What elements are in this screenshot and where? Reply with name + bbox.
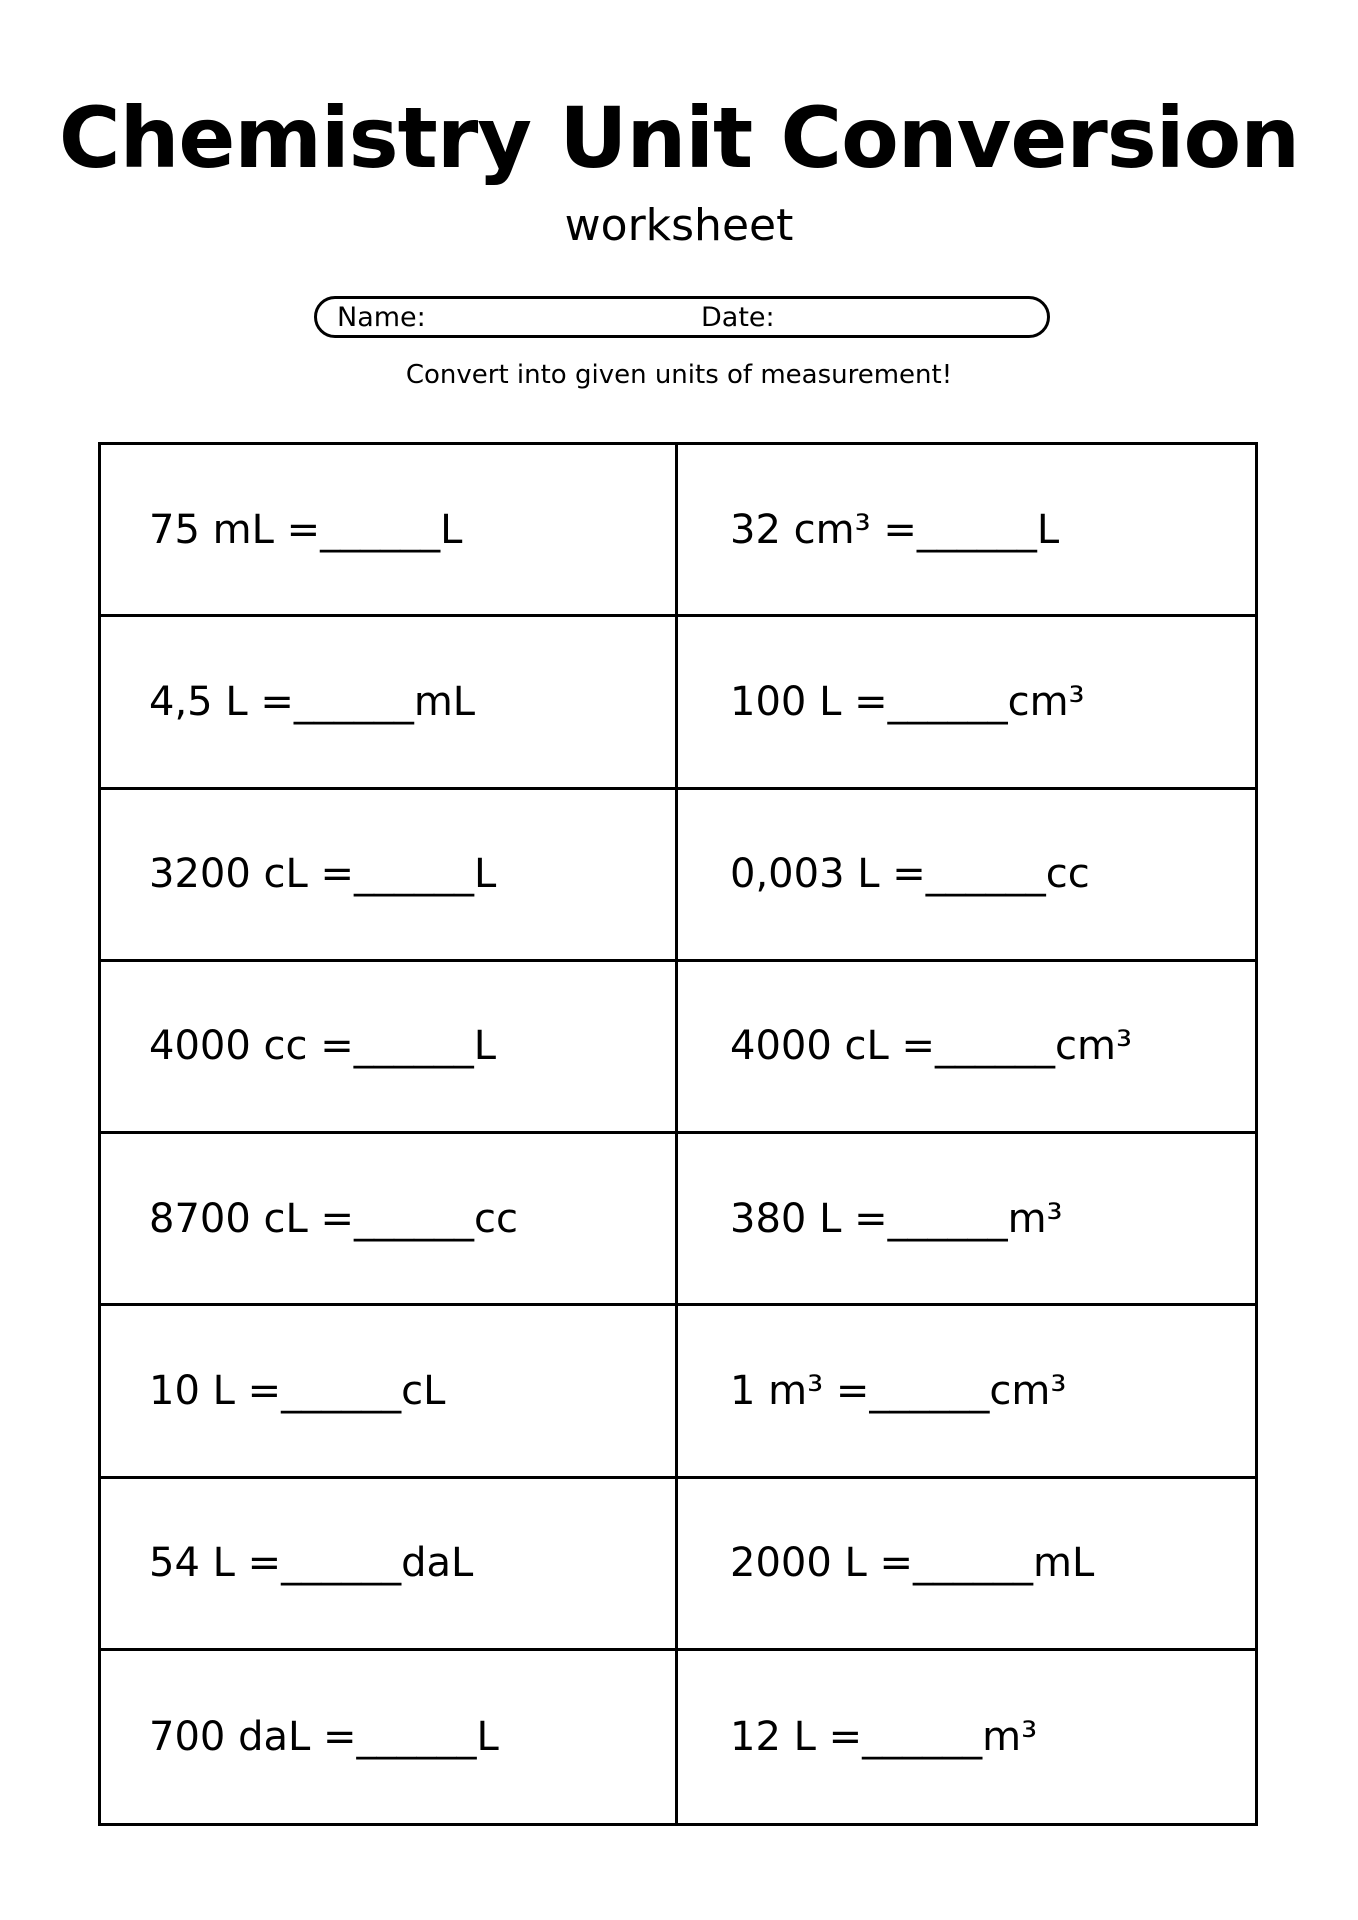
problem-cell	[678, 1306, 1255, 1478]
problem-text: 700 daL =______L	[149, 1713, 499, 1760]
problem-cell	[678, 1134, 1255, 1306]
problem-cell	[101, 962, 678, 1134]
name-label: Name:	[337, 302, 426, 333]
worksheet-subtitle: worksheet	[564, 200, 794, 251]
problem-text: 1 m³ =______cm³	[730, 1367, 1067, 1414]
problem-cell	[101, 1651, 678, 1823]
problem-text: 4000 cL =______cm³	[730, 1023, 1133, 1070]
name-date-box	[314, 296, 1050, 338]
date-label: Date:	[701, 302, 775, 333]
problem-text: 4000 cc =______L	[149, 1023, 497, 1070]
conversion-table	[98, 442, 1258, 1826]
problem-cell	[101, 1134, 678, 1306]
problem-text: 75 mL =______L	[149, 506, 463, 553]
problem-cell	[101, 790, 678, 962]
problem-text: 0,003 L =______cc	[730, 851, 1090, 898]
problem-text: 100 L =______cm³	[730, 678, 1085, 725]
problem-text: 3200 cL =______L	[149, 851, 497, 898]
problem-text: 10 L =______cL	[149, 1367, 446, 1414]
problem-text: 32 cm³ =______L	[730, 506, 1060, 553]
problem-cell	[101, 1479, 678, 1651]
worksheet-title: Chemistry Unit Conversion	[58, 89, 1300, 187]
problem-text: 380 L =______m³	[730, 1195, 1063, 1242]
problem-cell	[678, 1651, 1255, 1823]
problem-cell	[101, 617, 678, 789]
problem-cell	[101, 1306, 678, 1478]
problem-cell	[678, 617, 1255, 789]
problem-cell	[678, 790, 1255, 962]
problem-text: 12 L =______m³	[730, 1713, 1038, 1760]
instruction-text: Convert into given units of measurement!	[405, 360, 953, 390]
problem-text: 2000 L =______mL	[730, 1540, 1095, 1587]
problem-text: 4,5 L =______mL	[149, 678, 476, 725]
problem-cell	[101, 445, 678, 617]
problem-cell	[678, 445, 1255, 617]
problem-cell	[678, 962, 1255, 1134]
problem-text: 54 L =______daL	[149, 1540, 474, 1587]
problem-cell	[678, 1479, 1255, 1651]
problem-text: 8700 cL =______cc	[149, 1195, 519, 1242]
